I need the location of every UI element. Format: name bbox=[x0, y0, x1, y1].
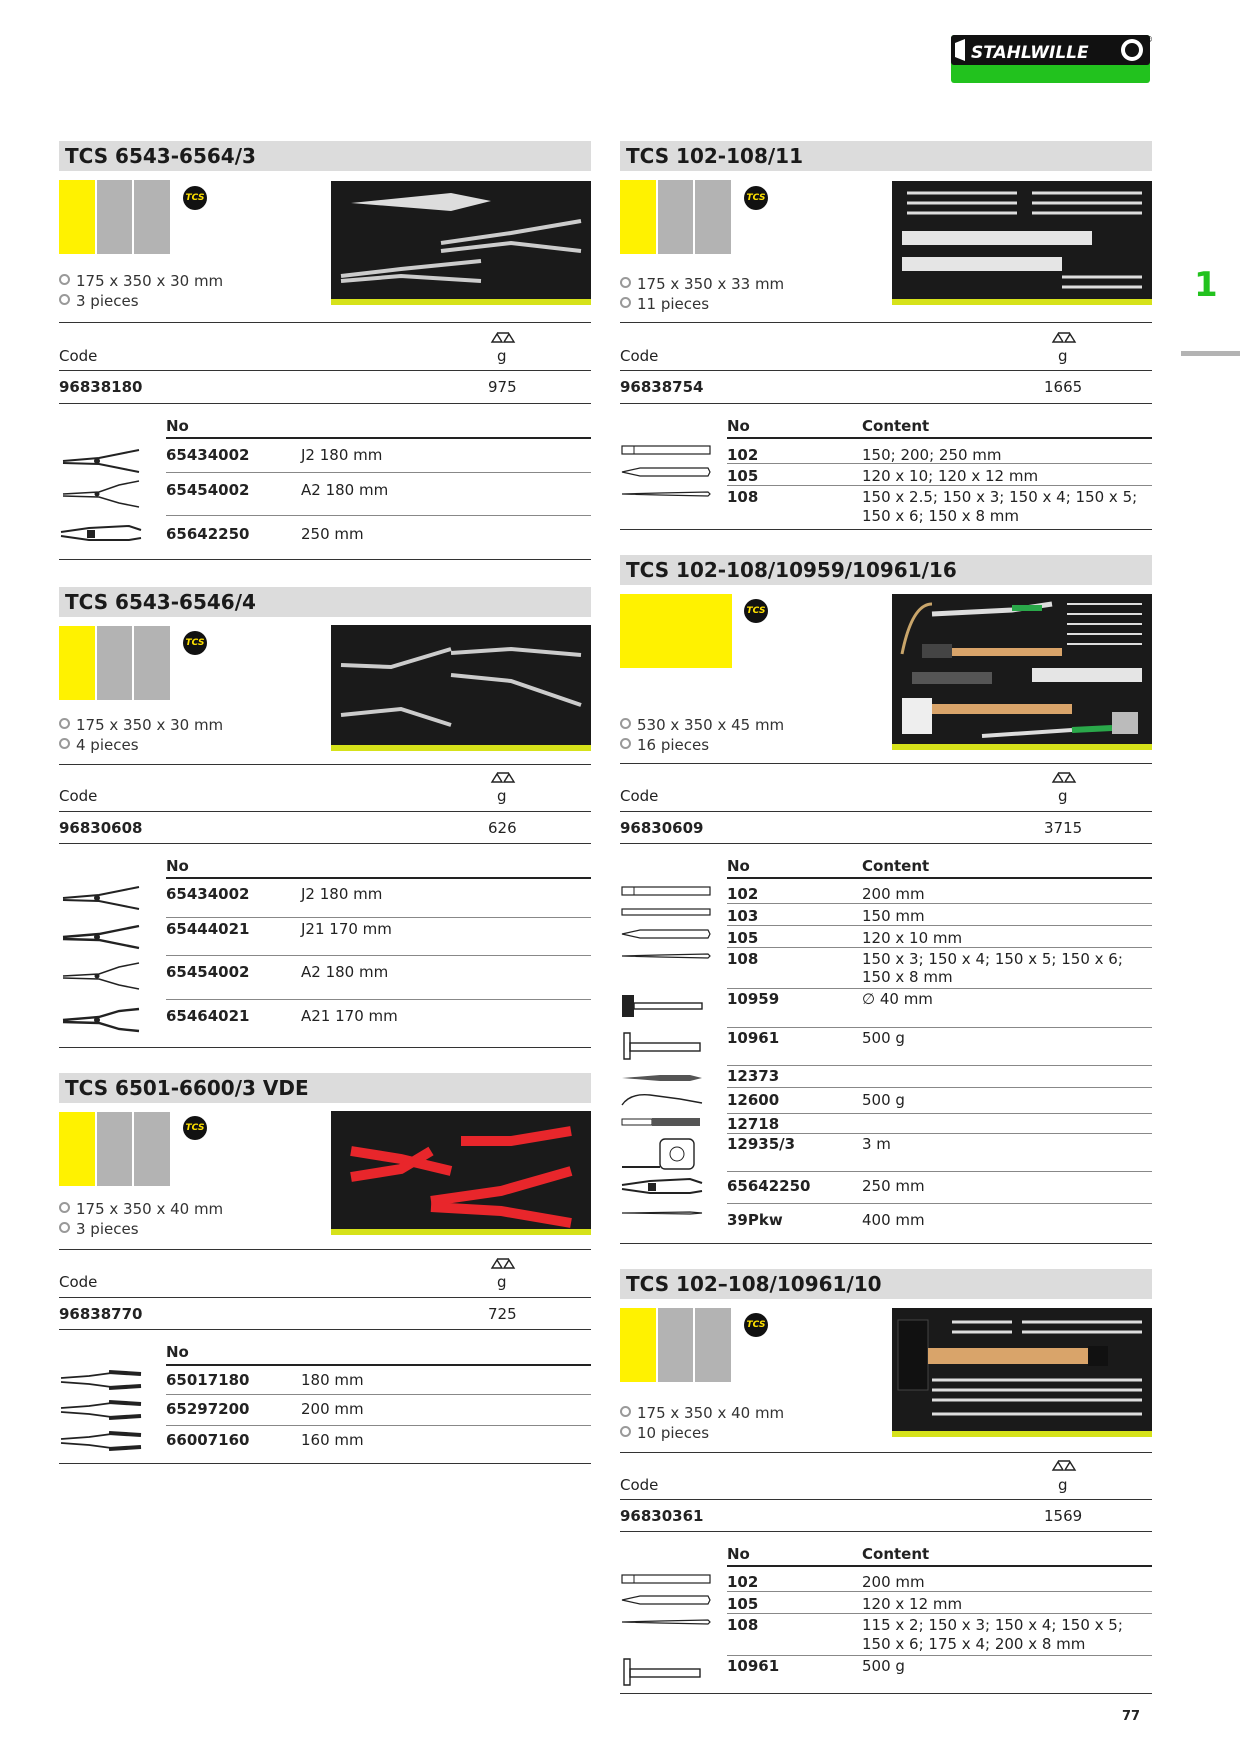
weight-unit-header: g bbox=[497, 1273, 507, 1291]
pliers-icon bbox=[59, 883, 143, 913]
product-title: TCS 6543-6546/4 bbox=[59, 587, 591, 617]
item-no: 65454002 bbox=[166, 963, 250, 981]
item-content: 250 mm bbox=[862, 1177, 925, 1195]
weight-unit-header: g bbox=[1058, 347, 1068, 365]
tcs-badge-icon: TCS bbox=[744, 186, 768, 210]
chisel-icon bbox=[620, 884, 712, 898]
item-no: 65434002 bbox=[166, 446, 250, 464]
item-no: 65444021 bbox=[166, 920, 250, 938]
chapter-tab-marker bbox=[1181, 351, 1240, 356]
stahlwille-logo bbox=[951, 33, 1152, 83]
color-swatch-yellow bbox=[620, 594, 732, 668]
weight-scale-icon bbox=[490, 1256, 516, 1272]
chisel-icon bbox=[620, 465, 712, 479]
order-code: 96830609 bbox=[620, 819, 704, 837]
no-header: No bbox=[166, 857, 189, 875]
item-content: 3 m bbox=[862, 1135, 891, 1153]
item-content-continued: 150 x 8 mm bbox=[862, 968, 953, 986]
color-swatch-yellow bbox=[620, 1308, 656, 1382]
locking-pliers-icon bbox=[59, 520, 143, 550]
code-header: Code bbox=[620, 787, 659, 805]
item-desc: 160 mm bbox=[301, 1431, 364, 1449]
item-no: 108 bbox=[727, 488, 759, 506]
no-header: No bbox=[166, 417, 189, 435]
item-no: 102 bbox=[727, 446, 759, 464]
locking-pliers-icon bbox=[620, 1175, 704, 1201]
pry-bar-icon bbox=[620, 1089, 704, 1111]
item-content: 150 mm bbox=[862, 907, 925, 925]
item-desc: J2 180 mm bbox=[301, 885, 383, 903]
logo-text: STAHLWILLE bbox=[971, 43, 1089, 63]
content-header: Content bbox=[862, 417, 930, 435]
item-no: 66007160 bbox=[166, 1431, 250, 1449]
item-no: 39Pkw bbox=[727, 1211, 783, 1229]
item-content: 200 mm bbox=[862, 1573, 925, 1591]
item-no: 10961 bbox=[727, 1029, 780, 1047]
punch-icon bbox=[620, 487, 712, 501]
content-header: Content bbox=[862, 857, 930, 875]
product-section bbox=[620, 1269, 1152, 1699]
product-photo bbox=[892, 1308, 1152, 1437]
item-content: 500 g bbox=[862, 1091, 905, 1109]
page-number: 77 bbox=[1122, 1709, 1141, 1724]
item-no: 12718 bbox=[727, 1115, 780, 1133]
item-content: 150 x 2.5; 150 x 3; 150 x 4; 150 x 5; bbox=[862, 488, 1138, 506]
weight-value: 626 bbox=[488, 819, 517, 837]
registered-mark: ® bbox=[1145, 35, 1153, 44]
dimensions-spec: 530 x 350 x 45 mm bbox=[620, 715, 784, 735]
product-photo bbox=[331, 625, 591, 751]
color-swatch-grey bbox=[134, 1112, 170, 1186]
weight-scale-icon bbox=[1051, 330, 1077, 346]
vde-pliers-icon bbox=[59, 1398, 143, 1422]
item-desc: A2 180 mm bbox=[301, 963, 389, 981]
item-desc: A21 170 mm bbox=[301, 1007, 398, 1025]
pliers-icon bbox=[59, 479, 143, 509]
chisel-icon bbox=[620, 927, 712, 941]
item-content-continued: 150 x 6; 150 x 8 mm bbox=[862, 507, 1019, 525]
item-no: 105 bbox=[727, 467, 759, 485]
no-header: No bbox=[727, 1545, 750, 1563]
vde-pliers-icon bbox=[59, 1429, 143, 1453]
item-content: ∅ 40 mm bbox=[862, 990, 933, 1008]
tcs-badge-icon: TCS bbox=[183, 186, 207, 210]
weight-scale-icon bbox=[1051, 1458, 1077, 1474]
item-no: 102 bbox=[727, 1573, 759, 1591]
content-header: Content bbox=[862, 1545, 930, 1563]
item-no: 65454002 bbox=[166, 481, 250, 499]
chisel-icon bbox=[620, 1593, 712, 1607]
weight-value: 1665 bbox=[1044, 378, 1083, 396]
item-content: 150 x 3; 150 x 4; 150 x 5; 150 x 6; bbox=[862, 950, 1123, 968]
color-swatch-grey bbox=[134, 626, 170, 700]
item-no: 10961 bbox=[727, 1657, 780, 1675]
weight-scale-icon bbox=[490, 770, 516, 786]
weight-value: 1569 bbox=[1044, 1507, 1083, 1525]
weight-unit-header: g bbox=[1058, 787, 1068, 805]
item-desc: 200 mm bbox=[301, 1400, 364, 1418]
dimensions-spec: 175 x 350 x 33 mm bbox=[620, 274, 784, 294]
no-header: No bbox=[727, 417, 750, 435]
product-section bbox=[620, 555, 1152, 1245]
product-photo bbox=[892, 181, 1152, 305]
dimensions-spec: 175 x 350 x 30 mm bbox=[59, 715, 223, 735]
item-no: 102 bbox=[727, 885, 759, 903]
color-swatch-grey bbox=[695, 180, 731, 254]
color-swatch-grey bbox=[658, 1308, 693, 1382]
hammer-icon bbox=[620, 1031, 704, 1061]
item-desc: A2 180 mm bbox=[301, 481, 389, 499]
vde-pliers-icon bbox=[59, 1368, 143, 1392]
item-no: 65642250 bbox=[166, 525, 250, 543]
color-swatch-grey bbox=[97, 180, 132, 254]
code-header: Code bbox=[620, 347, 659, 365]
product-section bbox=[59, 1073, 591, 1473]
pliers-icon bbox=[59, 961, 143, 991]
product-section bbox=[59, 587, 591, 1047]
pliers-icon bbox=[59, 1005, 143, 1035]
item-desc: J21 170 mm bbox=[301, 920, 392, 938]
code-header: Code bbox=[59, 787, 98, 805]
chapter-number: 1 bbox=[1194, 265, 1218, 305]
order-code: 96830361 bbox=[620, 1507, 704, 1525]
pieces-spec: 11 pieces bbox=[620, 294, 709, 314]
item-desc: 180 mm bbox=[301, 1371, 364, 1389]
weight-scale-icon bbox=[1051, 770, 1077, 786]
tape-measure-icon bbox=[620, 1135, 704, 1175]
tcs-badge-icon: TCS bbox=[183, 631, 207, 655]
pliers-icon bbox=[59, 922, 143, 952]
item-content: 115 x 2; 150 x 3; 150 x 4; 150 x 5; bbox=[862, 1616, 1123, 1634]
item-content: 500 g bbox=[862, 1029, 905, 1047]
item-content-continued: 150 x 6; 175 x 4; 200 x 8 mm bbox=[862, 1635, 1086, 1653]
punch-icon bbox=[620, 1615, 712, 1629]
item-no: 65464021 bbox=[166, 1007, 250, 1025]
item-no: 65434002 bbox=[166, 885, 250, 903]
item-no: 108 bbox=[727, 950, 759, 968]
pieces-spec: 3 pieces bbox=[59, 1219, 139, 1239]
color-swatch-yellow bbox=[59, 626, 95, 700]
item-content: 200 mm bbox=[862, 885, 925, 903]
weight-value: 3715 bbox=[1044, 819, 1083, 837]
pieces-spec: 3 pieces bbox=[59, 291, 139, 311]
dimensions-spec: 175 x 350 x 40 mm bbox=[620, 1403, 784, 1423]
tyre-lever-icon bbox=[620, 1207, 704, 1219]
product-title: TCS 102-108/10959/10961/16 bbox=[620, 555, 1152, 585]
weight-scale-icon bbox=[490, 330, 516, 346]
item-content: 120 x 10 mm bbox=[862, 929, 963, 947]
mallet-icon bbox=[620, 991, 704, 1021]
product-title: TCS 102-108/11 bbox=[620, 141, 1152, 171]
item-no: 12600 bbox=[727, 1091, 780, 1109]
item-no: 65297200 bbox=[166, 1400, 250, 1418]
color-swatch-grey bbox=[97, 626, 132, 700]
item-content: 120 x 10; 120 x 12 mm bbox=[862, 467, 1039, 485]
color-swatch-yellow bbox=[59, 1112, 95, 1186]
dimensions-spec: 175 x 350 x 40 mm bbox=[59, 1199, 223, 1219]
item-content: 500 g bbox=[862, 1657, 905, 1675]
product-photo bbox=[331, 181, 591, 305]
color-swatch-grey bbox=[97, 1112, 132, 1186]
product-photo bbox=[892, 594, 1152, 750]
chisel-icon bbox=[620, 1572, 712, 1586]
item-no: 105 bbox=[727, 1595, 759, 1613]
code-header: Code bbox=[620, 1476, 659, 1494]
color-swatch-grey bbox=[658, 180, 693, 254]
chisel-icon bbox=[620, 443, 712, 457]
color-swatch-grey bbox=[134, 180, 170, 254]
item-desc: 250 mm bbox=[301, 525, 364, 543]
dimensions-spec: 175 x 350 x 30 mm bbox=[59, 271, 223, 291]
tcs-badge-icon: TCS bbox=[744, 599, 768, 623]
product-title: TCS 6543-6564/3 bbox=[59, 141, 591, 171]
no-header: No bbox=[166, 1343, 189, 1361]
item-no: 108 bbox=[727, 1616, 759, 1634]
color-swatch-yellow bbox=[620, 180, 656, 254]
order-code: 96838180 bbox=[59, 378, 143, 396]
product-section bbox=[59, 141, 591, 561]
chisel-icon bbox=[620, 905, 712, 919]
order-code: 96830608 bbox=[59, 819, 143, 837]
item-desc: J2 180 mm bbox=[301, 446, 383, 464]
weight-unit-header: g bbox=[497, 347, 507, 365]
weight-value: 725 bbox=[488, 1305, 517, 1323]
weight-unit-header: g bbox=[497, 787, 507, 805]
pieces-spec: 16 pieces bbox=[620, 735, 709, 755]
item-no: 10959 bbox=[727, 990, 780, 1008]
product-photo bbox=[331, 1111, 591, 1235]
weight-value: 975 bbox=[488, 378, 517, 396]
code-header: Code bbox=[59, 347, 98, 365]
item-no: 103 bbox=[727, 907, 759, 925]
tcs-badge-icon: TCS bbox=[183, 1116, 207, 1140]
product-title: TCS 102–108/10961/10 bbox=[620, 1269, 1152, 1299]
order-code: 96838754 bbox=[620, 378, 704, 396]
item-no: 12373 bbox=[727, 1067, 780, 1085]
hammer-icon bbox=[620, 1657, 704, 1687]
product-section bbox=[620, 141, 1152, 541]
item-no: 105 bbox=[727, 929, 759, 947]
color-swatch-grey bbox=[695, 1308, 731, 1382]
no-header: No bbox=[727, 857, 750, 875]
color-swatch-yellow bbox=[59, 180, 95, 254]
item-no: 65017180 bbox=[166, 1371, 250, 1389]
item-content: 120 x 12 mm bbox=[862, 1595, 963, 1613]
pieces-spec: 4 pieces bbox=[59, 735, 139, 755]
item-no: 65642250 bbox=[727, 1177, 811, 1195]
wire-brush-icon bbox=[620, 1069, 704, 1087]
item-no: 12935/3 bbox=[727, 1135, 796, 1153]
code-header: Code bbox=[59, 1273, 98, 1291]
scraper-icon bbox=[620, 1115, 704, 1129]
pieces-spec: 10 pieces bbox=[620, 1423, 709, 1443]
pliers-icon bbox=[59, 446, 143, 476]
item-content: 400 mm bbox=[862, 1211, 925, 1229]
punch-icon bbox=[620, 949, 712, 963]
tcs-badge-icon: TCS bbox=[744, 1313, 768, 1337]
order-code: 96838770 bbox=[59, 1305, 143, 1323]
product-title: TCS 6501-6600/3 VDE bbox=[59, 1073, 591, 1103]
weight-unit-header: g bbox=[1058, 1476, 1068, 1494]
item-content: 150; 200; 250 mm bbox=[862, 446, 1002, 464]
